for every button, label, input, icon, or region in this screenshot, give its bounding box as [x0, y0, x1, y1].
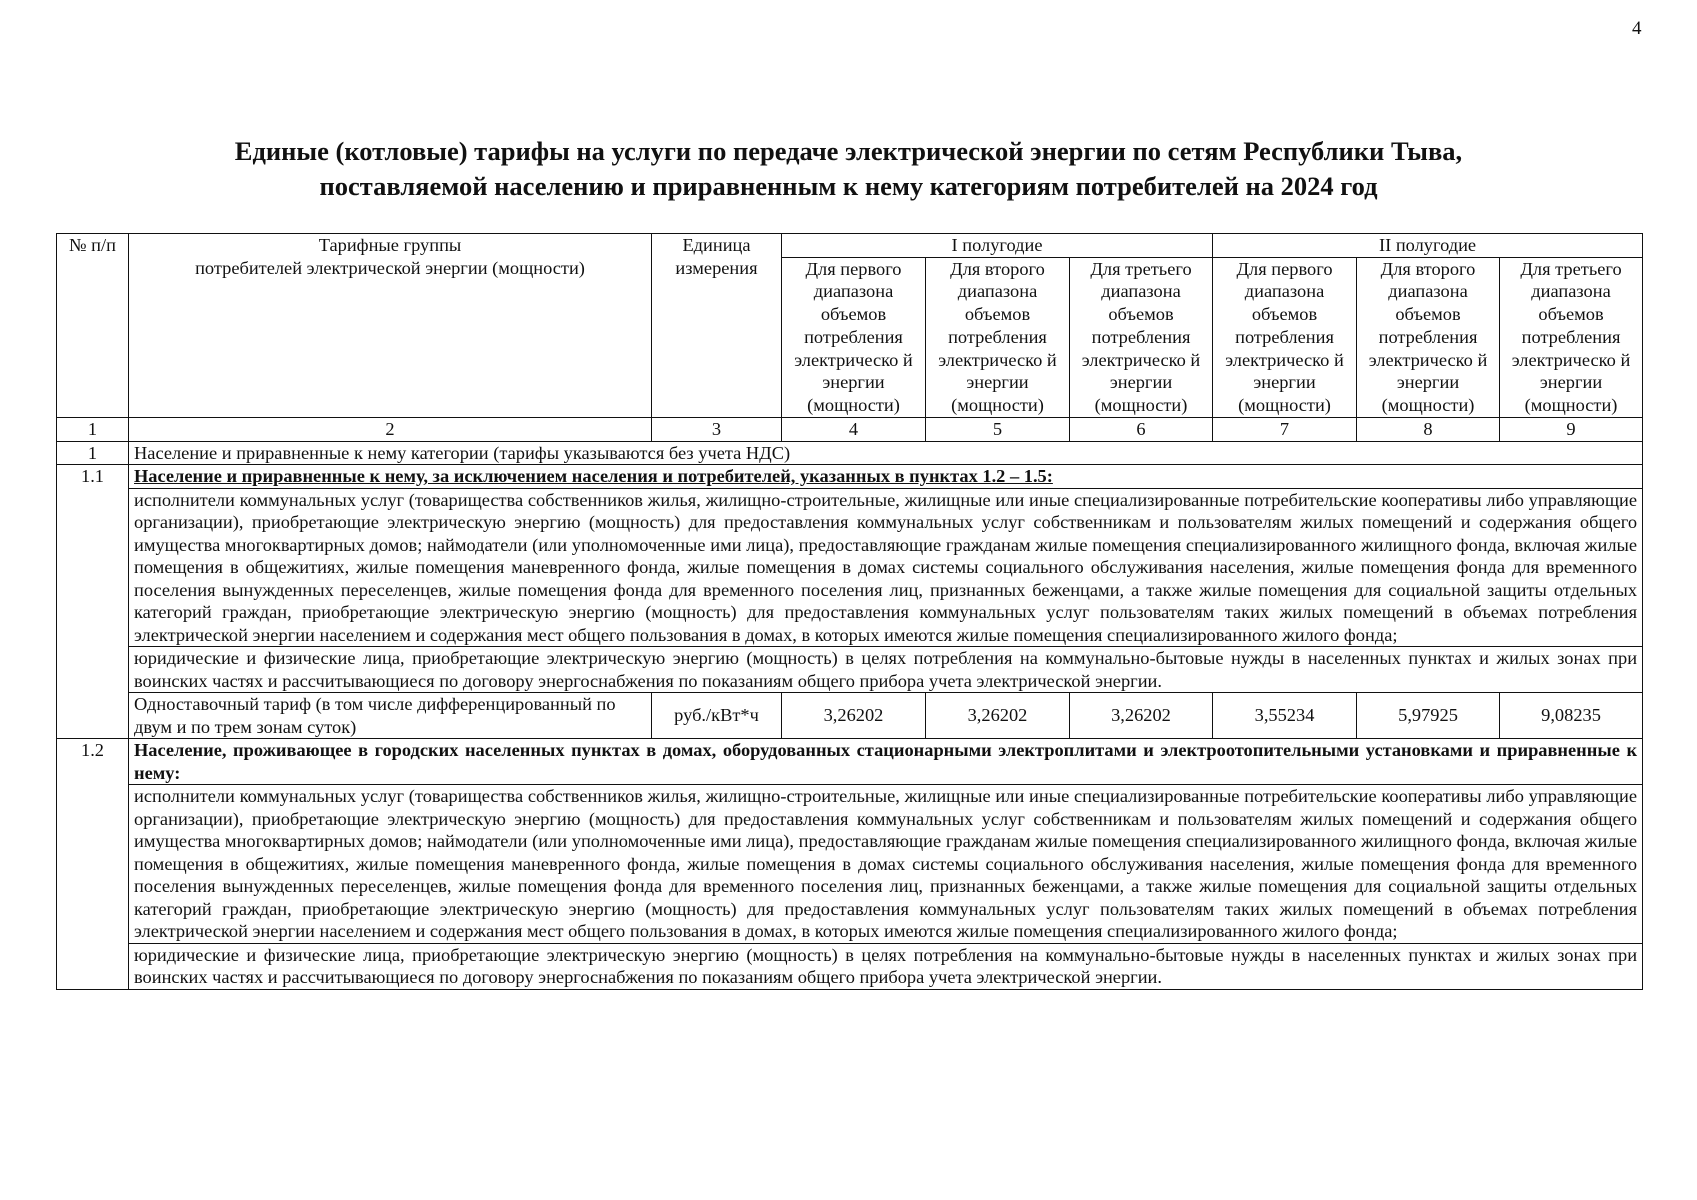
- table-row: [57, 739, 1643, 785]
- tariff-value: 3,26202: [926, 693, 1070, 739]
- col-number: 6: [1070, 418, 1213, 442]
- row-heading: Население, проживающее в городских населенных пунктах в домах, оборудованных стационарными электроплитами и электроотопительными установками и приравненные к нему:: [129, 739, 1643, 785]
- title-line-2: поставляемой населению и приравненным к нему категориям потребителей на 2024 год: [319, 171, 1378, 201]
- table-row: [57, 785, 1643, 944]
- col-number: 1: [57, 418, 129, 442]
- row-executors-text: исполнители коммунальных услуг (товарищества собственников жилья, жилищно-строительные, жилищные или иные специализированные потребительские кооперативы либо управляющие организации), приобретающие электрическую энергию (мощность) для предоставления коммунальных услуг собственникам и пользователям жилых помещений и содержания общего имущества многоквартирных домов; наймодатели (или уполномоченные ими лица), предоставляющие гражданам жилые помещения специализированного жилищного фонда, включая жилые помещения в общежитиях, жилые помещения маневренного фонда, жилые помещения в домах системы социального обслуживания населения, жилые помещения фонда для временного поселения вынужденных переселенцев, жилые помещения фонда для временного поселения лиц, признанных беженцами, а также жилые помещения для социальной защиты отдельных категорий граждан, приобретающие электрическую энергию (мощность) для предоставления коммунальных услуг пользователям таких жилых помещений в объемах потребления электрической энергии населением и содержания мест общего пользования в домах, в которых имеются жилые помещения специализированного жилого фонда;: [129, 785, 1643, 944]
- header-group-line-1: Тарифные группы: [318, 235, 462, 255]
- col-number: 2: [129, 418, 652, 442]
- col-number: 4: [782, 418, 926, 442]
- column-number-row: [57, 418, 1643, 442]
- tariff-table: [56, 233, 1643, 990]
- header-range-6: Для третьего диапазона объемов потребления электрическо й энергии (мощности): [1500, 257, 1643, 418]
- header-unit: Единица измерения: [652, 234, 782, 418]
- col-number: 7: [1213, 418, 1357, 442]
- col-number: 5: [926, 418, 1070, 442]
- header-range-3: Для третьего диапазона объемов потребления электрическо й энергии (мощности): [1070, 257, 1213, 418]
- col-number: 9: [1500, 418, 1643, 442]
- tariff-name: Одноставочный тариф (в том числе дифференцированный по двум и по трем зонам суток): [129, 693, 652, 739]
- row-number: 1.1: [57, 465, 129, 739]
- header-group: [129, 234, 652, 418]
- table-row: [57, 465, 1643, 489]
- row-number: 1.2: [57, 739, 129, 990]
- header-range-2: Для второго диапазона объемов потребления электрическо й энергии (мощности): [926, 257, 1070, 418]
- header-half-2: II полугодие: [1213, 234, 1643, 258]
- row-executors-text: исполнители коммунальных услуг (товарищества собственников жилья, жилищно-строительные, жилищные или иные специализированные потребительские кооперативы либо управляющие организации), приобретающие электрическую энергию (мощность) для предоставления коммунальных услуг собственникам и пользователям жилых помещений и содержания общего имущества многоквартирных домов; наймодатели (или уполномоченные ими лица), предоставляющие гражданам жилые помещения специализированного жилищного фонда, включая жилые помещения в общежитиях, жилые помещения маневренного фонда, жилые помещения в домах системы социального обслуживания населения, жилые помещения фонда для временного поселения вынужденных переселенцев, жилые помещения фонда для временного поселения лиц, признанных беженцами, а также жилые помещения для социальной защиты отдельных категорий граждан, приобретающие электрическую энергию (мощность) для предоставления коммунальных услуг пользователям таких жилых помещений в объемах потребления электрической энергии населением и содержания мест общего пользования в домах, в которых имеются жилые помещения специализированного жилого фонда;: [129, 488, 1643, 647]
- tariff-value: 5,97925: [1357, 693, 1500, 739]
- row-heading: Население и приравненные к нему, за исключением населения и потребителей, указанных в пунктах 1.2 – 1.5:: [129, 465, 1643, 489]
- col-number: 3: [652, 418, 782, 442]
- tariff-value: 9,08235: [1500, 693, 1643, 739]
- header-group-line-2: потребителей электрической энергии (мощности): [195, 257, 585, 278]
- row-text: Население и приравненные к нему категории (тарифы указываются без учета НДС): [129, 441, 1643, 465]
- tariff-value: 3,26202: [782, 693, 926, 739]
- header-range-4: Для первого диапазона объемов потребления электрическо й энергии (мощности): [1213, 257, 1357, 418]
- header-range-1: Для первого диапазона объемов потребления электрическо й энергии (мощности): [782, 257, 926, 418]
- header-range-5: Для второго диапазона объемов потребления электрическо й энергии (мощности): [1357, 257, 1500, 418]
- table-row: [57, 647, 1643, 693]
- page-number: 4: [1632, 18, 1642, 39]
- table-row: [57, 943, 1643, 989]
- row-legal-text: юридические и физические лица, приобретающие электрическую энергию (мощность) в целях потребления на коммунально-бытовые нужды в населенных пунктах и жилых зонах при воинских частях и рассчитывающиеся по договору энергоснабжения по показаниям общего прибора учета электрической энергии.: [129, 647, 1643, 693]
- table-row: [57, 441, 1643, 465]
- table-row: [57, 693, 1643, 739]
- header-num: № п/п: [57, 234, 129, 418]
- tariff-unit: руб./кВт*ч: [652, 693, 782, 739]
- header-row-1: [57, 234, 1643, 258]
- title-line-1: Единые (котловые) тарифы на услуги по передаче электрической энергии по сетям Республики Тыва,: [234, 136, 1463, 166]
- header-half-1: I полугодие: [782, 234, 1213, 258]
- row-number: 1: [57, 441, 129, 465]
- tariff-value: 3,55234: [1213, 693, 1357, 739]
- col-number: 8: [1357, 418, 1500, 442]
- document-title: [100, 134, 1597, 204]
- row-legal-text: юридические и физические лица, приобретающие электрическую энергию (мощность) в целях потребления на коммунально-бытовые нужды в населенных пунктах и жилых зонах при воинских частях и рассчитывающиеся по договору энергоснабжения по показаниям общего прибора учета электрической энергии.: [129, 943, 1643, 989]
- table-row: [57, 488, 1643, 647]
- tariff-value: 3,26202: [1070, 693, 1213, 739]
